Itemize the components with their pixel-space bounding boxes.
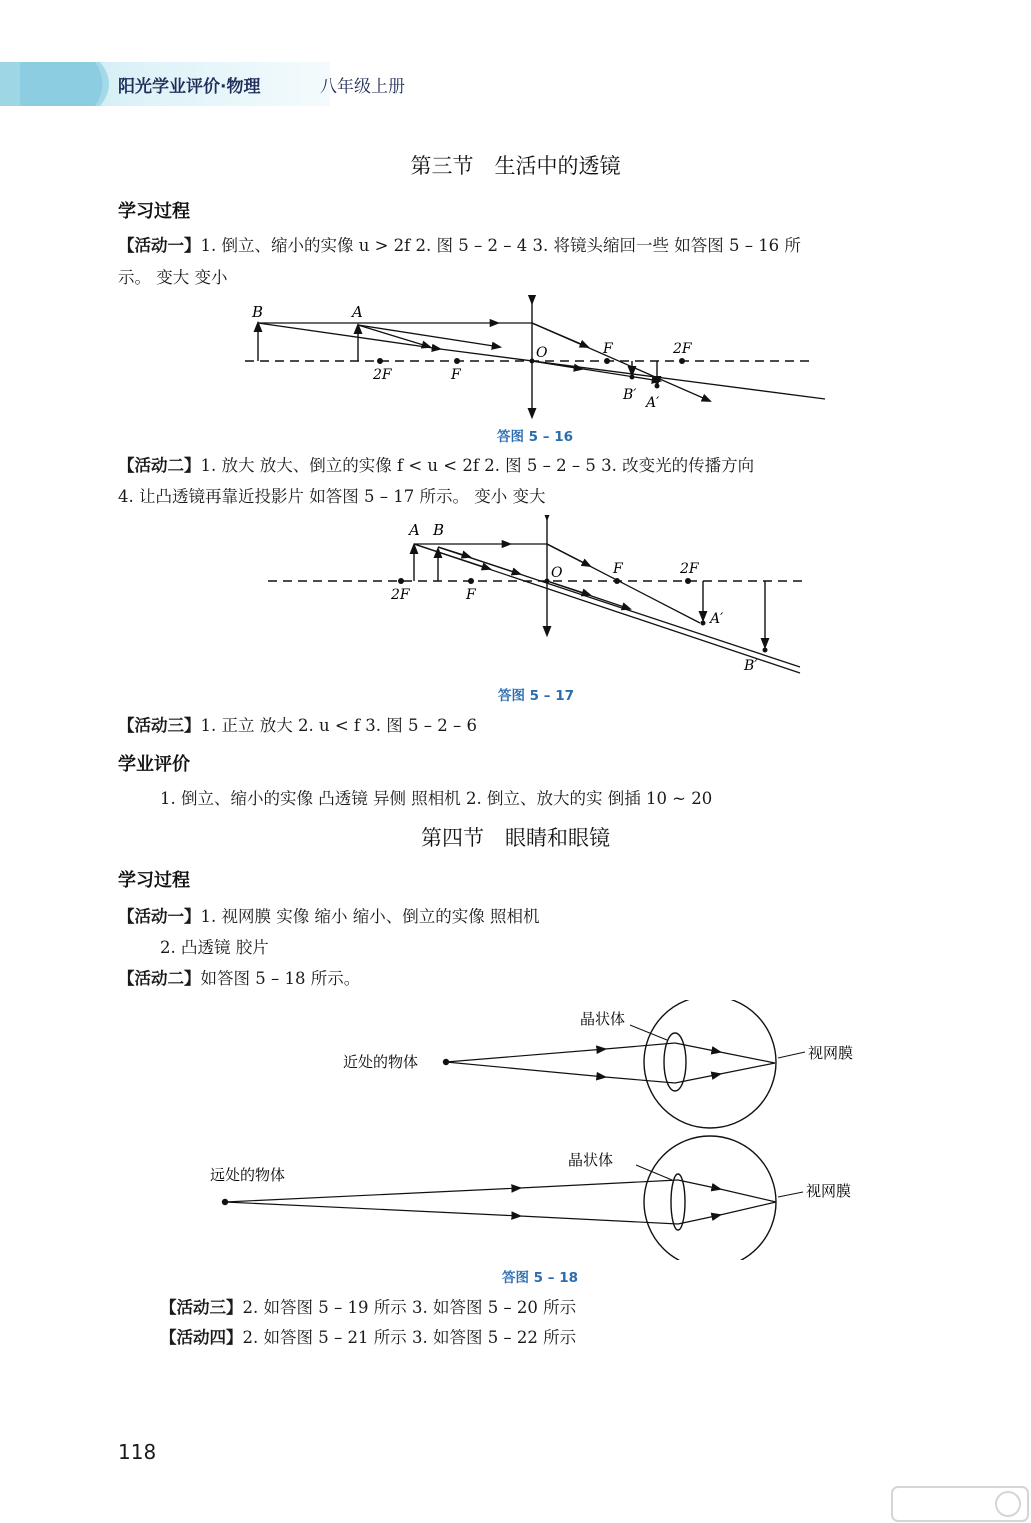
section3-activity1-line2: 示。 变大 变小 [118, 268, 228, 287]
fig17-label-F-right: F [613, 561, 623, 577]
activity-tag: 【活动三】 [118, 716, 201, 735]
activity-text: 2. 如答图 5 – 19 所示 3. 如答图 5 – 20 所示 [242, 1298, 577, 1317]
fig16-label-F-left: F [451, 367, 461, 383]
watermark-logo [890, 1485, 1030, 1523]
fig16-label-A-image: A′ [646, 395, 660, 411]
section3-activity2-line2: 4. 让凸透镜再靠近投影片 如答图 5 – 17 所示。 变小 变大 [118, 487, 546, 506]
fig16-label-2F-right: 2F [673, 341, 692, 357]
fig17-label-A: A [409, 521, 420, 539]
activity-tag: 【活动三】 [160, 1298, 243, 1317]
figure-5-16-diagram [230, 295, 840, 425]
section4-activity1-line2: 2. 凸透镜 胶片 [160, 938, 269, 957]
figure-5-17-diagram [260, 515, 820, 680]
fig16-label-F-right: F [603, 341, 613, 357]
section3-title: 第三节 生活中的透镜 [410, 154, 621, 178]
fig17-label-B: B [433, 521, 445, 539]
fig18-retina-top-label: 视网膜 [808, 1044, 854, 1062]
section3-learning-process-heading: 学习过程 [118, 201, 190, 222]
activity-text: 1. 正立 放大 2. u < f 3. 图 5 – 2 – 6 [200, 716, 477, 735]
section4-learning-process-heading: 学习过程 [118, 870, 190, 891]
fig16-label-B: B [252, 303, 264, 321]
fig16-label-A: A [352, 303, 363, 321]
fig18-lens-bottom-label: 晶状体 [568, 1151, 614, 1169]
fig17-label-A-image: A′ [710, 611, 724, 627]
activity-text: 1. 倒立、缩小的实像 u > 2f 2. 图 5 – 2 – 4 3. 将镜头缩回一些 如答图 5 – 16 所 [200, 236, 801, 255]
fig17-label-2F-left: 2F [391, 587, 410, 603]
fig16-label-O: O [536, 345, 548, 361]
section4-activity1-line1 [118, 903, 539, 927]
header-wave-decoration [0, 62, 120, 106]
figure-5-17-caption: 答图 5 – 17 [497, 688, 575, 704]
section3-activity1-line1 [118, 232, 801, 256]
fig18-retina-bottom-label: 视网膜 [806, 1182, 852, 1200]
fig16-label-B-image: B′ [623, 387, 637, 403]
activity-tag: 【活动二】 [118, 456, 201, 475]
section3-evaluation-line: 1. 倒立、缩小的实像 凸透镜 异侧 照相机 2. 倒立、放大的实 倒插 10 ~ 20 [160, 789, 713, 808]
fig18-lens-top-label: 晶状体 [580, 1010, 626, 1028]
fig16-label-2F-left: 2F [373, 367, 392, 383]
activity-tag: 【活动一】 [118, 236, 201, 255]
section4-title: 第四节 眼睛和眼镜 [421, 826, 610, 850]
fig17-label-2F-right: 2F [680, 561, 699, 577]
fig17-label-B-image: B′ [744, 658, 758, 674]
header-grade: 八年级上册 [320, 77, 405, 97]
activity-tag: 【活动二】 [118, 969, 201, 988]
page-number: 118 [118, 1440, 157, 1464]
section3-activity2-line1 [118, 452, 754, 476]
activity-text: 1. 放大 放大、倒立的实像 f < u < 2f 2. 图 5 – 2 – 5 3. 改变光的传播方向 [200, 456, 755, 475]
fig18-near-object-label: 近处的物体 [343, 1053, 419, 1071]
section3-activity3-line [118, 712, 477, 736]
fig18-far-object-label: 远处的物体 [210, 1166, 286, 1184]
activity-text: 1. 视网膜 实像 缩小 缩小、倒立的实像 照相机 [200, 907, 540, 926]
fig17-label-O: O [551, 565, 563, 581]
activity-tag: 【活动四】 [160, 1328, 243, 1347]
section4-activity4-line [160, 1324, 576, 1348]
activity-text: 如答图 5 – 18 所示。 [200, 969, 361, 988]
activity-text: 2. 如答图 5 – 21 所示 3. 如答图 5 – 22 所示 [242, 1328, 577, 1347]
section3-evaluation-heading: 学业评价 [118, 754, 190, 775]
activity-tag: 【活动一】 [118, 907, 201, 926]
header-series-title: 阳光学业评价·物理 [118, 77, 261, 97]
figure-5-16-caption: 答图 5 – 16 [496, 429, 574, 445]
section4-activity3-line [160, 1294, 576, 1318]
section4-activity2-line [118, 965, 360, 989]
figure-5-18-caption: 答图 5 – 18 [501, 1270, 579, 1286]
figure-5-18-diagram [200, 1000, 880, 1260]
fig17-label-F-left: F [466, 587, 476, 603]
